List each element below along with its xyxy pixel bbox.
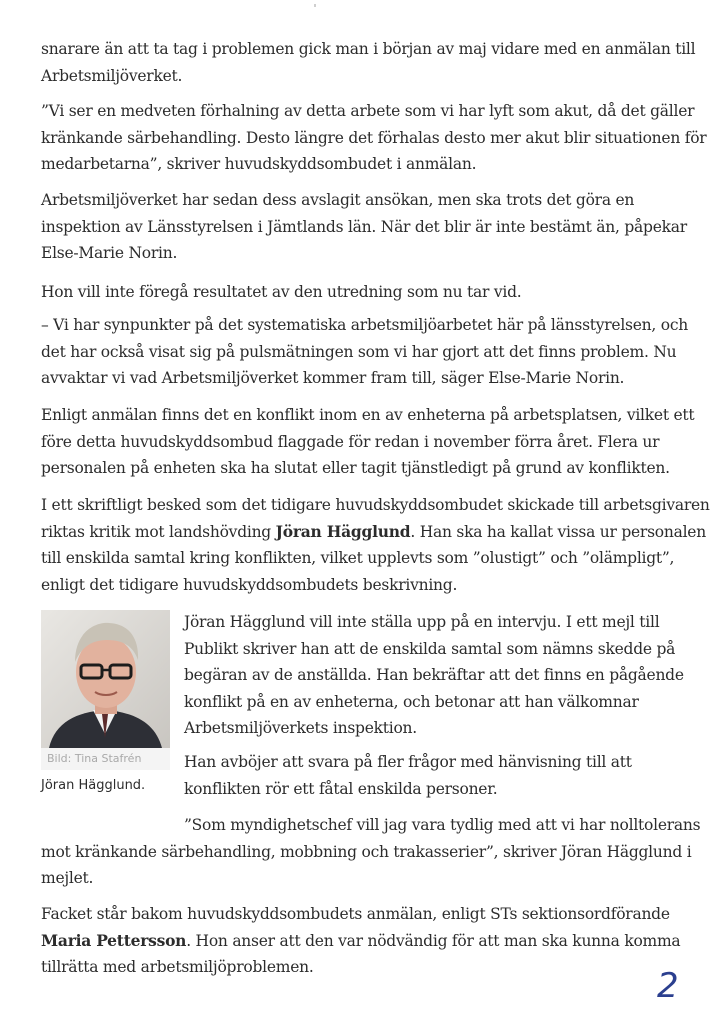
text-line: till enskilda samtal kring konflikten, vilket upplevts som ”olustigt” och ”olämpligt”,	[41, 549, 675, 567]
text-line: Arbetsmiljöverkets inspektion.	[184, 719, 417, 737]
text-line: Hon vill inte föregå resultatet av den utredning som nu tar vid.	[41, 283, 522, 301]
text-line: konflikten rör ett fåtal enskilda personer.	[184, 779, 498, 798]
photo-credit: Bild: Tina Stafrén	[41, 748, 170, 770]
person-name-bold: Jöran Hägglund	[275, 521, 411, 541]
paragraph	[41, 901, 691, 981]
portrait-illustration	[41, 610, 170, 748]
text-line: ”Som myndighetschef vill jag vara tydlig med att vi har nolltolerans	[184, 816, 701, 834]
text-line: kränkande särbehandling. Desto längre det förhalas desto mer akut blir situationen för	[41, 128, 707, 147]
paragraph	[41, 279, 691, 306]
text-line	[41, 519, 706, 546]
text-line: Enligt anmälan finns det en konflikt inom en av enheterna på arbetsplatsen, vilket ett	[41, 406, 695, 424]
text-line: Jöran Hägglund vill inte ställa upp på en intervju. I ett mejl till	[184, 613, 660, 631]
person-name-bold: Maria Pettersson	[41, 930, 187, 950]
handwritten-page-number: 2	[657, 966, 679, 1006]
text-line: – Vi har synpunkter på det systematiska arbetsmiljöarbetet här på länsstyrelsen, och	[41, 316, 689, 334]
paragraph	[41, 312, 691, 392]
text-line: avvaktar vi vad Arbetsmiljöverket kommer fram till, säger Else-Marie Norin.	[41, 369, 625, 387]
text-line: inspektion av Länsstyrelsen i Jämtlands län. När det blir är inte bestämt än, påpekar	[41, 217, 687, 236]
text-line: Arbetsmiljöverket.	[41, 66, 183, 85]
text-line: Publikt skriver han att de enskilda samtal som nämns skedde på	[184, 639, 676, 658]
text-line: Arbetsmiljöverket har sedan dess avslagit ansökan, men ska trots det göra en	[41, 191, 635, 209]
text-line: I ett skriftligt besked som det tidigare huvudskyddsombudet skickade till arbetsgivaren	[41, 496, 710, 514]
text-run: riktas kritik mot landshövding	[41, 522, 276, 541]
text-line: Else-Marie Norin.	[41, 244, 178, 262]
paragraph	[184, 749, 704, 802]
paragraph	[41, 402, 695, 482]
paragraph	[41, 36, 696, 89]
text-line: snarare än att ta tag i problemen gick man i början av maj vidare med en anmälan till	[41, 40, 696, 58]
text-line: ”Vi ser en medveten förhalning av detta arbete som vi har lyft som akut, då det gäller	[41, 102, 695, 120]
paragraph	[41, 98, 707, 178]
photo-caption-name: Jöran Hägglund.	[41, 778, 146, 793]
paragraph	[41, 187, 691, 267]
text-line: före detta huvudskyddsombud flaggade för redan i november förra året. Flera ur	[41, 432, 660, 451]
paragraph	[41, 492, 710, 598]
portrait-photo	[41, 610, 170, 748]
text-line: enligt det tidigare huvudskyddsombudets beskrivning.	[41, 575, 458, 594]
text-line: Han avböjer att svara på fler frågor med hänvisning till att	[184, 753, 632, 771]
text-line: konflikt på en av enheterna, och betonar att han välkomnar	[184, 692, 639, 711]
text-run: . Han ska ha kallat vissa ur personalen	[410, 522, 706, 541]
text-line: medarbetarna”, skriver huvudskyddsombudet i anmälan.	[41, 155, 477, 173]
paragraph	[184, 609, 704, 742]
text-line: mot kränkande särbehandling, mobbning och trakasserier”, skriver Jöran Hägglund i	[41, 842, 692, 861]
text-line: tillrätta med arbetsmiljöproblemen.	[41, 958, 314, 976]
scan-speck	[314, 4, 316, 7]
text-run: . Hon anser att den var nödvändig för att man ska kunna komma	[186, 931, 681, 950]
text-line: personalen på enheten ska ha slutat eller tagit tjänstledigt på grund av konflikten.	[41, 459, 670, 477]
text-line: mejlet.	[41, 869, 94, 887]
text-line	[41, 928, 691, 955]
text-line: Facket står bakom huvudskyddsombudets anmälan, enligt STs sektionsordförande	[41, 905, 670, 923]
paragraph	[41, 812, 701, 892]
text-line: det har också visat sig på pulsmätningen som vi har gjort att det finns problem. Nu	[41, 342, 677, 361]
text-line: begäran av de anställda. Han bekräftar att det finns en pågående	[184, 666, 684, 684]
